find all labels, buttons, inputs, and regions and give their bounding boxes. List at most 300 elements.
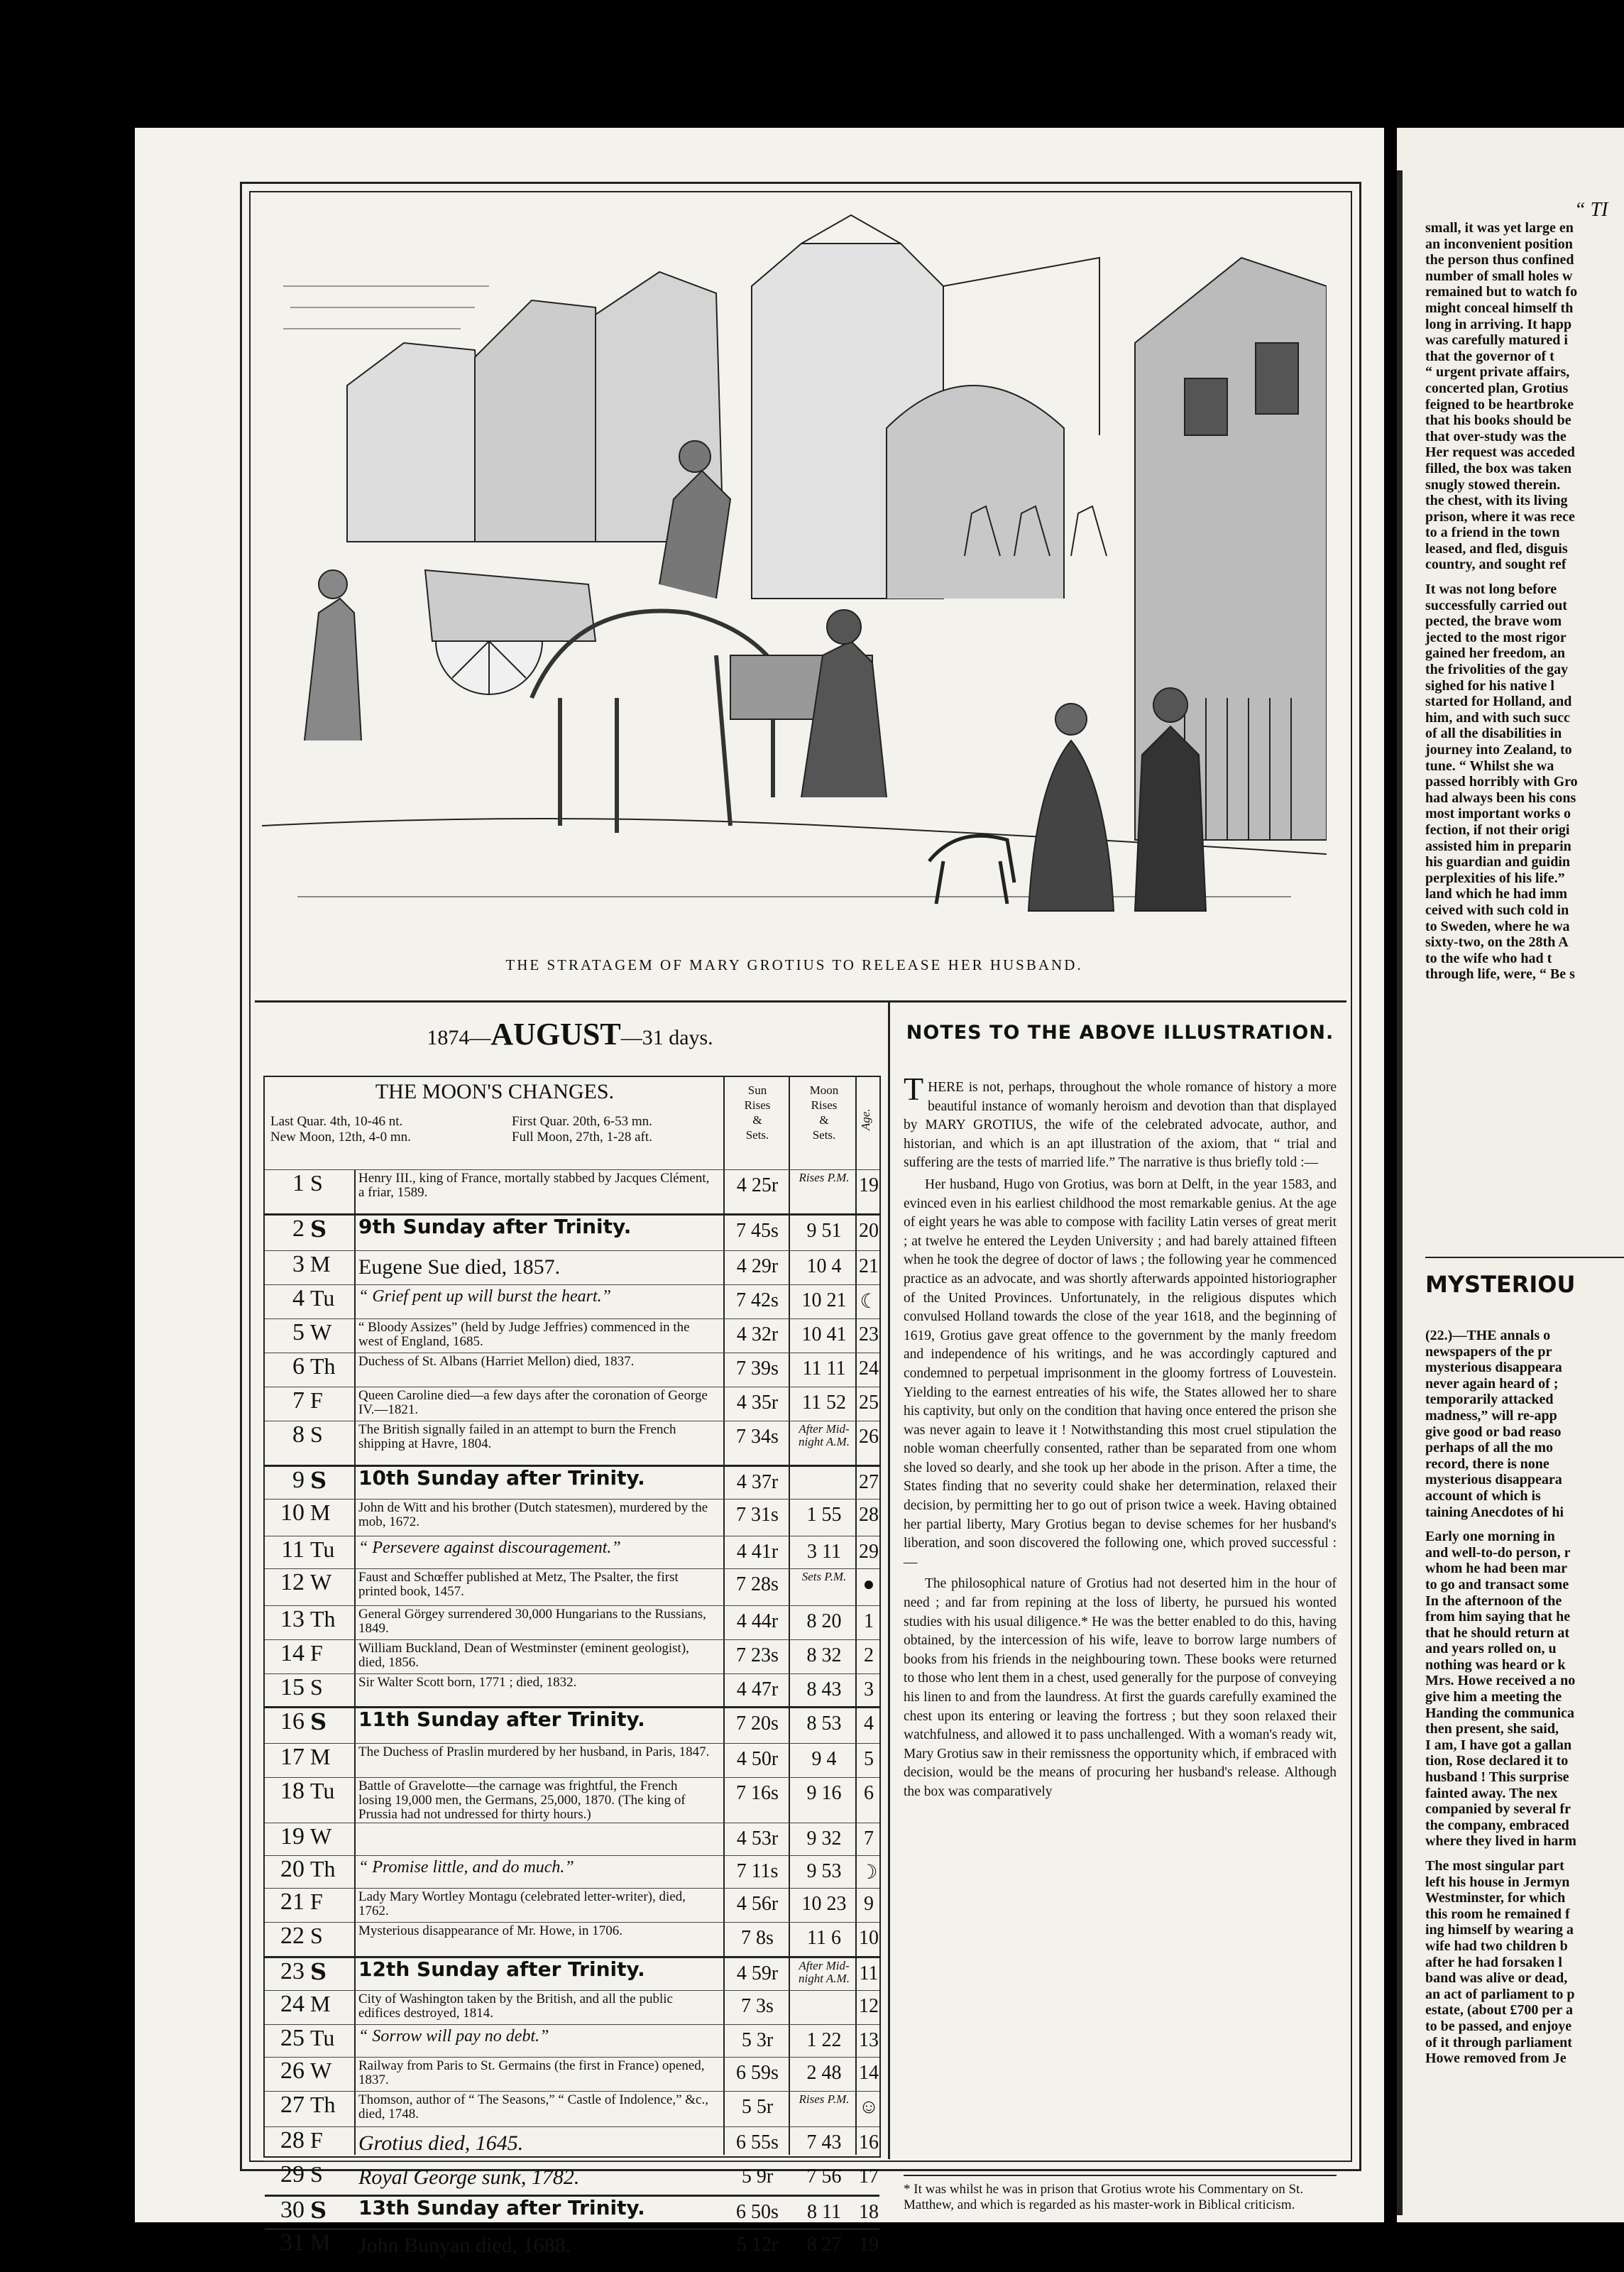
text-line: most important works o xyxy=(1425,806,1571,822)
sun-time: 5 5r xyxy=(741,2096,774,2118)
moon-time: After Mid-night A.M. xyxy=(799,1959,850,1985)
day-number: 6 xyxy=(292,1353,304,1380)
text-line: gained her freedom, an xyxy=(1425,645,1566,662)
text-line: left his house in Jermyn xyxy=(1425,1874,1570,1890)
text-line: successfully carried out xyxy=(1425,597,1567,613)
text-line: the person thus confined xyxy=(1425,252,1574,268)
text-line: give him a meeting the xyxy=(1425,1689,1562,1705)
calendar-year: 1874 xyxy=(427,1026,470,1049)
text-line: Early one morning in xyxy=(1425,1529,1555,1545)
footnote: * It was whilst he was in prison that Grotius wrote his Commentary on St. Matthew, and which is regarded as his master-work in Biblical criticism. xyxy=(904,2175,1337,2213)
day-event: 12th Sunday after Trinity. xyxy=(358,1957,645,1981)
text-line: newspapers of the pr xyxy=(1425,1343,1552,1360)
day-of-week: W xyxy=(310,1319,332,1345)
text-line: might conceal himself th xyxy=(1425,300,1574,316)
text-line: assisted him in preparin xyxy=(1425,838,1571,854)
text-line: companied by several fr xyxy=(1425,1801,1571,1818)
day-number: 7 xyxy=(292,1387,304,1414)
day-event: 11th Sunday after Trinity. xyxy=(358,1708,645,1731)
moon-time: 8 11 xyxy=(807,2201,841,2223)
moon-changes-heading: THE MOON'S CHANGES. xyxy=(375,1080,615,1103)
text-line: Handing the communica xyxy=(1425,1705,1575,1721)
running-head: “ TI xyxy=(1574,199,1608,221)
day-number: 29 xyxy=(280,2161,304,2188)
moon-time: 9 4 xyxy=(811,1748,837,1770)
calendar-row xyxy=(265,1387,879,1421)
moon-age: 20 xyxy=(859,1220,879,1242)
text-line xyxy=(1425,1520,1624,1529)
text-line: remained but to watch fo xyxy=(1425,284,1578,300)
calendar-row xyxy=(265,1568,879,1606)
text-line: In the afternoon of the xyxy=(1425,1593,1562,1609)
text-line: passed horribly with Gro xyxy=(1425,774,1578,790)
day-of-week: Th xyxy=(310,1606,336,1632)
text-line: land which he had imm xyxy=(1425,886,1568,902)
text-line: leased, and fled, disguis xyxy=(1425,540,1568,557)
text-line: sighed for his native l xyxy=(1425,677,1554,694)
sun-time: 4 37r xyxy=(736,1471,779,1493)
day-of-week: W xyxy=(310,1569,332,1595)
sun-time: 7 45s xyxy=(736,1220,779,1242)
day-of-week: F xyxy=(310,1889,323,1914)
day-number: 2 xyxy=(292,1216,304,1242)
text-line: Howe removed from Je xyxy=(1425,2050,1567,2067)
calendar-row xyxy=(265,1284,879,1319)
moon-age: 12 xyxy=(859,1995,879,2017)
sun-time: 5 9r xyxy=(741,2166,774,2188)
day-of-week: M xyxy=(310,1251,331,1277)
calendar-row xyxy=(265,1250,879,1285)
day-of-week: F xyxy=(310,2127,323,2153)
notes-column xyxy=(904,1022,1337,2212)
sun-time: 7 8s xyxy=(741,1927,774,1949)
right-page-text-bottom xyxy=(1425,1328,1624,2067)
text-line: had always been his cons xyxy=(1425,790,1576,806)
text-line: that he should return at xyxy=(1425,1624,1569,1641)
day-event: The Duchess of Praslin murdered by her husband, in Paris, 1847. xyxy=(358,1744,710,1759)
moon-time: 9 32 xyxy=(806,1828,842,1850)
day-of-week: M xyxy=(310,2229,331,2255)
day-number: 5 xyxy=(292,1319,304,1345)
sun-time: 4 41r xyxy=(736,1541,779,1563)
calendar-table xyxy=(263,1076,881,2257)
day-number: 17 xyxy=(280,1744,304,1770)
moon-age: 19 xyxy=(859,1174,879,1196)
day-of-week: Th xyxy=(310,1353,336,1379)
moon-time: 1 22 xyxy=(806,2029,842,2051)
moon-time: 9 53 xyxy=(806,1860,842,1882)
calendar-row xyxy=(265,1421,879,1465)
text-line: (22.)—THE annals o xyxy=(1425,1328,1551,1343)
text-line: concerted plan, Grotius xyxy=(1425,380,1569,396)
day-event: 9th Sunday after Trinity. xyxy=(358,1215,632,1238)
text-line: husband ! This surprise xyxy=(1425,1769,1569,1786)
day-number: 22 xyxy=(280,1923,304,1949)
day-of-week: Th xyxy=(310,2092,336,2117)
calendar-row xyxy=(265,2057,879,2092)
day-event: City of Washington taken by the British, and all the public edifices destroyed, 1814. xyxy=(358,1992,673,2021)
calendar-row xyxy=(265,1465,879,1501)
text-line: perplexities of his life.” xyxy=(1425,870,1565,886)
day-number: 10 xyxy=(280,1500,304,1526)
day-event: 10th Sunday after Trinity. xyxy=(358,1466,645,1490)
text-line: country, and sought ref xyxy=(1425,557,1567,573)
text-line: that the governor of t xyxy=(1425,348,1554,364)
sun-time: 4 32r xyxy=(736,1323,779,1345)
day-of-week: S xyxy=(310,1674,323,1700)
text-line: nothing was heard or k xyxy=(1425,1656,1566,1673)
text-line: where they lived in harm xyxy=(1425,1833,1576,1850)
sun-time: 7 39s xyxy=(736,1358,779,1380)
text-line: perhaps of all the mo xyxy=(1425,1440,1553,1456)
moon-time: 11 11 xyxy=(802,1358,846,1380)
illustration-caption: THE STRATAGEM OF MARY GROTIUS TO RELEASE HER HUSBAND. xyxy=(505,956,1083,973)
text-line: mysterious disappeara xyxy=(1425,1472,1562,1488)
calendar-month: AUGUST xyxy=(490,1017,621,1052)
calendar-row xyxy=(265,1673,879,1707)
day-number: 16 xyxy=(280,1708,304,1735)
moon-time: 9 16 xyxy=(806,1782,842,1804)
text-line: the company, embraced xyxy=(1425,1817,1569,1833)
day-of-week: Tu xyxy=(310,1285,335,1311)
day-event: “ Promise little, and do much.” xyxy=(358,1858,574,1877)
right-page-heading: MYSTERIOU xyxy=(1425,1271,1576,1298)
text-line: Westminster, for which xyxy=(1425,1890,1566,1906)
day-number: 1 xyxy=(292,1170,304,1196)
calendar-row xyxy=(265,1706,879,1745)
text-line: and well-to-do person, r xyxy=(1425,1544,1571,1561)
text-line: his guardian and guidin xyxy=(1425,854,1570,870)
day-of-week: W xyxy=(310,2058,332,2083)
notes-paragraph: Her husband, Hugo von Grotius, was born at Delft, in the year 1583, and evinced even in his earliest childhood the most remarkable genius. At the age of eight years he was able to compose with facility Latin verses of great merit ; at twelve he entered the Leyden University ; and had barely attained fifteen when he took the degree of doctor of laws ; the following year he commenced practice as an advocate, and was shortly afterwards appointed historiographer of the United Provinces. Unfortunately, in the religious disputes which convulsed Holland towards the close of the year 1618, and the beginning of 1619, Grotius gave great offence to the government by the manly freedom and independence of his writings, and he was accordingly captured and condemned to perpetual imprisonment in the gloomy fortress of Louvestein. Yielding to the earnest entreaties of his wife, the States allowed her to share his captivity, but only on the condition that having once entered the prison she was never again to leave it ! Notwithstanding this most cruel stipulation the noble woman cheerfully consented, rather than be separated from one whom she loved so dearly, and she took up her abode in the prison. After a time, the States finding that no severity could shake her determination, relaxed their decision, by permitting her to go out of prison twice a week. Having obtained her partial liberty, Mary Grotius began to devise schemes for her husband's liberation, and soon discovered the following one, which proved successful :— xyxy=(904,1176,1337,1570)
sun-time: 4 50r xyxy=(736,1748,779,1770)
text-line: from him saying that he xyxy=(1425,1609,1571,1625)
text-line: fection, if not their origi xyxy=(1425,821,1570,838)
text-line: him, and with such succ xyxy=(1425,709,1570,726)
moon-time: After Mid-night A.M. xyxy=(799,1422,850,1448)
text-line: through life, were, “ Be s xyxy=(1425,966,1575,983)
moon-age: 7 xyxy=(864,1828,874,1850)
sun-time: 7 3s xyxy=(741,1995,774,2017)
day-number: 9 xyxy=(292,1467,304,1493)
moon-age: 23 xyxy=(859,1323,879,1345)
sun-time: 4 47r xyxy=(736,1678,779,1700)
text-line: snugly stowed therein. xyxy=(1425,476,1561,493)
day-event: Thomson, author of “ The Seasons,” “ Castle of Indolence,” &c., died, 1748. xyxy=(358,2092,708,2121)
day-of-week: M xyxy=(310,1991,331,2016)
text-line: ceived with such cold in xyxy=(1425,902,1569,918)
day-of-week: M xyxy=(310,1500,331,1525)
sun-time: 7 23s xyxy=(736,1644,779,1666)
day-number: 13 xyxy=(280,1606,304,1632)
day-event: “ Sorrow will pay no debt.” xyxy=(358,2027,549,2046)
sun-time: 7 28s xyxy=(736,1573,779,1595)
sun-time: 6 55s xyxy=(736,2131,779,2153)
day-of-week: S xyxy=(310,1923,323,1948)
moon-age: 6 xyxy=(864,1782,874,1804)
day-of-week: W xyxy=(310,1823,332,1849)
day-of-week: Tu xyxy=(310,2025,335,2050)
moon-time: Rises P.M. xyxy=(799,2092,850,2106)
text-line: then present, she said, xyxy=(1425,1721,1559,1737)
moon-time: 1 55 xyxy=(806,1504,842,1526)
right-page-text-top xyxy=(1425,220,1624,983)
sun-time: 5 12r xyxy=(736,2234,779,2256)
moon-time: 10 21 xyxy=(801,1289,847,1311)
day-event: Duchess of St. Albans (Harriet Mellon) died, 1837. xyxy=(358,1354,635,1369)
calendar-row xyxy=(265,1213,879,1252)
day-number: 4 xyxy=(292,1285,304,1311)
moon-time: 10 23 xyxy=(801,1893,847,1915)
text-line: It was not long before xyxy=(1425,581,1557,598)
calendar-row xyxy=(265,2161,879,2195)
day-of-week: F xyxy=(310,1387,323,1413)
moon-age: 27 xyxy=(859,1471,879,1493)
sun-time: 7 16s xyxy=(736,1782,779,1804)
moon-age: 4 xyxy=(864,1713,874,1735)
day-event: Faust and Schœffer published at Metz, The Psalter, the first printed book, 1457. xyxy=(358,1570,679,1599)
sun-time: 7 20s xyxy=(736,1713,779,1735)
engraving-illustration xyxy=(262,201,1327,927)
text-line: fainted away. The nex xyxy=(1425,1785,1558,1801)
day-number: 12 xyxy=(280,1569,304,1595)
day-number: 3 xyxy=(292,1251,304,1277)
text-line: of all the disabilities in xyxy=(1425,726,1562,742)
notes-paragraph: THERE is not, perhaps, throughout the whole romance of history a more beautiful instance of womanly heroism and devotion than that displayed by MARY GROTIUS, the wife of the celebrated advocate, author, and historian, and which is an apt illustration of the axiom, that “ trial and suffering are the tests of married life.” The narrative is thus briefly told :— xyxy=(904,1071,1337,1171)
day-of-week: Tu xyxy=(310,1536,335,1562)
text-line: that over-study was the xyxy=(1425,428,1567,444)
day-of-week: S xyxy=(310,1421,323,1447)
left-page xyxy=(135,128,1384,2257)
text-line: and years rolled on, u xyxy=(1425,1641,1557,1657)
text-line: never again heard of ; xyxy=(1425,1375,1559,1392)
day-of-week: S xyxy=(310,1958,327,1985)
day-of-week: M xyxy=(310,1744,331,1769)
text-line: madness,” will re-app xyxy=(1425,1407,1557,1424)
day-of-week: Th xyxy=(310,1856,336,1882)
day-event: “ Bloody Assizes” (held by Judge Jeffries) commenced in the west of England, 1685. xyxy=(358,1320,690,1349)
day-number: 26 xyxy=(280,2058,304,2084)
sun-time: 4 59r xyxy=(736,1962,779,1984)
calendar-row xyxy=(265,1743,879,1778)
calendar-row xyxy=(265,2195,879,2231)
day-event: William Buckland, Dean of Westminster (eminent geologist), died, 1856. xyxy=(358,1641,689,1670)
moon-time: 11 6 xyxy=(807,1927,841,1949)
day-of-week: S xyxy=(310,1216,327,1242)
calendar-row xyxy=(265,1922,879,1957)
day-of-week: Tu xyxy=(310,1778,335,1803)
calendar-row xyxy=(265,2126,879,2161)
text-line: Her request was acceded xyxy=(1425,444,1575,461)
text-line: small, it was yet large en xyxy=(1425,220,1574,236)
sun-time: 6 59s xyxy=(736,2062,779,2084)
day-number: 23 xyxy=(280,1958,304,1984)
moon-age: 1 xyxy=(864,1610,874,1632)
moon-age: 16 xyxy=(859,2131,879,2153)
day-number: 15 xyxy=(280,1674,304,1700)
moon-age: 17 xyxy=(859,2166,879,2188)
notes-heading: NOTES TO THE ABOVE ILLUSTRATION. xyxy=(906,1022,1334,1044)
sun-time: 7 42s xyxy=(736,1289,779,1311)
calendar-row xyxy=(265,1318,879,1353)
day-number: 28 xyxy=(280,2127,304,2153)
day-number: 18 xyxy=(280,1778,304,1804)
moon-time: 3 11 xyxy=(807,1541,841,1563)
sun-time: 4 29r xyxy=(736,1255,779,1277)
moon-time: Rises P.M. xyxy=(799,1171,850,1184)
calendar-row xyxy=(265,1990,879,2025)
day-event: Lady Mary Wortley Montagu (celebrated letter-writer), died, 1762. xyxy=(358,1889,686,1918)
day-number: 27 xyxy=(280,2092,304,2118)
day-event: Queen Caroline died—a few days after the coronation of George IV.—1821. xyxy=(358,1388,708,1417)
sun-time: 7 31s xyxy=(736,1504,779,1526)
day-number: 21 xyxy=(280,1889,304,1915)
text-line: the chest, with its living xyxy=(1425,493,1568,509)
moon-time: 8 43 xyxy=(806,1678,842,1700)
sun-time: 7 11s xyxy=(736,1860,779,1882)
sun-time: 4 44r xyxy=(736,1610,779,1632)
day-event: “ Persevere against discouragement.” xyxy=(358,1539,621,1557)
text-line: whom he had been mar xyxy=(1425,1561,1568,1577)
day-event: 13th Sunday after Trinity. xyxy=(358,2196,645,2219)
moon-time: 8 32 xyxy=(806,1644,842,1666)
day-number: 14 xyxy=(280,1640,304,1666)
day-of-week: S xyxy=(310,2161,323,2187)
text-line: jected to the most rigor xyxy=(1425,629,1567,645)
text-line: an inconvenient position xyxy=(1425,236,1573,252)
text-line: band was alive or dead, xyxy=(1425,1970,1568,1987)
calendar-title: 1874—AUGUST—31 days. xyxy=(427,1017,713,1052)
text-line: temporarily attacked xyxy=(1425,1392,1554,1408)
day-number: 11 xyxy=(281,1536,304,1563)
sun-time: 4 53r xyxy=(736,1828,779,1850)
text-line: filled, the box was taken xyxy=(1425,460,1572,476)
text-line: give good or bad reaso xyxy=(1425,1424,1562,1440)
sun-time: 4 35r xyxy=(736,1392,779,1414)
moon-time: 8 27 xyxy=(806,2234,842,2256)
text-line: I am, I have got a gallan xyxy=(1425,1737,1572,1753)
calendar-row xyxy=(265,1855,879,1889)
day-event: Sir Walter Scott born, 1771 ; died, 1832. xyxy=(358,1675,577,1690)
moon-age: 3 xyxy=(864,1678,874,1700)
moon-time: 10 4 xyxy=(806,1255,842,1277)
text-line: to the wife who had t xyxy=(1425,950,1552,966)
calendar-row xyxy=(265,1353,879,1387)
calendar-row xyxy=(265,2024,879,2058)
moon-time: 7 56 xyxy=(806,2166,842,2188)
age-column-header: Age. xyxy=(859,1108,872,1131)
day-number: 19 xyxy=(280,1823,304,1850)
text-line: pected, the brave wom xyxy=(1425,613,1562,630)
moon-age: 28 xyxy=(859,1504,879,1526)
day-of-week: F xyxy=(310,1640,323,1666)
moon-age: 18 xyxy=(859,2201,879,2223)
calendar-row xyxy=(265,1956,879,1992)
text-line: was carefully matured i xyxy=(1425,332,1568,349)
day-event: The British signally failed in an attempt to burn the French shipping at Havre, 1804. xyxy=(358,1422,676,1451)
calendar-row xyxy=(265,1499,879,1536)
calendar-days-count: 31 days. xyxy=(642,1026,713,1049)
moon-time: 9 51 xyxy=(806,1220,842,1242)
moon-age: 11 xyxy=(859,1962,879,1984)
text-line: that his books should be xyxy=(1425,413,1571,429)
text-line: “ urgent private affairs, xyxy=(1425,364,1570,381)
moon-age: 25 xyxy=(859,1392,879,1414)
text-line: wife had two children b xyxy=(1425,1938,1568,1954)
moon-age: ☽ xyxy=(860,1862,878,1884)
text-line: this room he remained f xyxy=(1425,1906,1570,1922)
moon-age: 14 xyxy=(859,2062,879,2084)
notes-body xyxy=(904,1071,1337,1805)
day-of-week: S xyxy=(310,1467,327,1494)
day-number: 24 xyxy=(280,1991,304,2017)
text-line: tune. “ Whilst she wa xyxy=(1425,758,1554,774)
text-line: to go and transact some xyxy=(1425,1576,1569,1593)
text-line: the frivolities of the gay xyxy=(1425,662,1569,678)
text-line: taining Anecdotes of hi xyxy=(1425,1504,1564,1520)
text-line: Mrs. Howe received a no xyxy=(1425,1673,1576,1689)
day-event: Eugene Sue died, 1857. xyxy=(358,1255,561,1279)
calendar-row xyxy=(265,2091,879,2127)
text-line: to Sweden, where he wa xyxy=(1425,918,1570,934)
text-line: number of small holes w xyxy=(1425,268,1573,284)
calendar-row xyxy=(265,2229,879,2259)
notes-paragraph: The philosophical nature of Grotius had not deserted him in the hour of need ; and far from repining at the loss of liberty, he pursued his wonted studies with his usual diligence.* He was the better enabled to do this, having obtained, by the intercession of his wife, leave to borrow large numbers of books from his friends in the neighbouring town. These books were returned to those who lent them in a chest, used generally for the purpose of conveying his linen to and from the laundress. At first the guards carefully examined the chest upon its entering or leaving the fortress ; but they soon relaxed their watchfulness, and allowed it to pass unchallenged. With a woman's ready wit, Mary Grotius saw in their remissness the opportunity which, if embraced with decision, would be the means of procuring her husband's release. Although the box was comparatively xyxy=(904,1576,1337,1799)
day-event: Henry III., king of France, mortally stabbed by Jacques Clément, a friar, 1589. xyxy=(358,1171,710,1200)
sun-time: 7 34s xyxy=(736,1426,779,1448)
calendar-row xyxy=(265,1777,879,1823)
page-frame xyxy=(240,182,1361,2257)
calendar-row xyxy=(265,1169,879,1214)
day-number: 31 xyxy=(280,2229,304,2256)
sun-time: 4 56r xyxy=(736,1893,779,1915)
text-line: long in arriving. It happ xyxy=(1425,316,1572,332)
text-line: mysterious disappeara xyxy=(1425,1360,1562,1376)
moon-age: 24 xyxy=(859,1358,879,1380)
day-of-week: S xyxy=(310,1170,323,1196)
calendar-row xyxy=(265,1605,879,1640)
moon-time: 11 52 xyxy=(802,1392,846,1414)
moon-age: 13 xyxy=(859,2029,879,2051)
sun-time: 6 50s xyxy=(736,2201,779,2223)
moon-changes: Last Quar. 4th, 10-46 nt. New Moon, 12th, 4-0 mn. First Quar. 20th, 6-53 mn. Full Moon, 27th, 1-28 aft. xyxy=(270,1114,652,1145)
calendar-row xyxy=(265,1639,879,1674)
day-event: “ Grief pent up will burst the heart.” xyxy=(358,1287,612,1306)
moon-age: 21 xyxy=(859,1255,879,1277)
text-line: estate, (about £700 per a xyxy=(1425,2002,1573,2019)
day-number: 20 xyxy=(280,1856,304,1882)
moon-age: 9 xyxy=(864,1893,874,1915)
day-event: Grotius died, 1645. xyxy=(358,2131,524,2155)
moon-time: 2 48 xyxy=(806,2062,842,2084)
text-line: prison, where it was rece xyxy=(1425,508,1575,525)
text-line: tion, Rose declared it to xyxy=(1425,1753,1569,1769)
moon-age: 2 xyxy=(864,1644,874,1666)
day-event: Royal George sunk, 1782. xyxy=(358,2166,580,2189)
text-line: account of which is xyxy=(1425,1487,1541,1504)
text-line: started for Holland, and xyxy=(1425,694,1572,710)
text-line: feigned to be heartbroke xyxy=(1425,396,1574,413)
moon-age: 5 xyxy=(864,1748,874,1770)
day-event: John de Witt and his brother (Dutch statesmen), murdered by the mob, 1672. xyxy=(358,1500,708,1529)
moon-age: ☾ xyxy=(860,1291,878,1313)
text-line: of it through parliament xyxy=(1425,2034,1572,2050)
moon-time: 8 20 xyxy=(806,1610,842,1632)
text-line: an act of parliament to p xyxy=(1425,1986,1575,2002)
right-page xyxy=(1397,128,1624,2222)
calendar-row xyxy=(265,1536,879,1569)
moon-age: ● xyxy=(862,1573,875,1595)
